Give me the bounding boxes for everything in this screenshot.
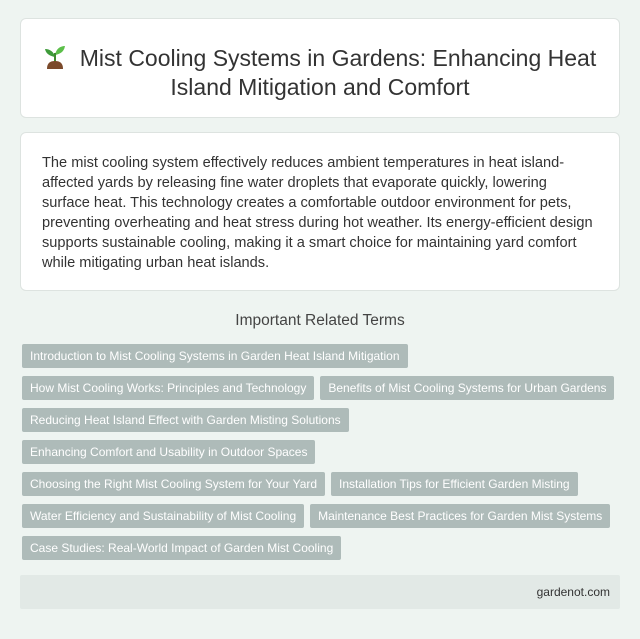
term-tag[interactable]: Case Studies: Real-World Impact of Garden Mist Cooling [22,536,341,560]
footer [20,575,620,609]
seedling-icon [44,43,66,69]
page-title: Mist Cooling Systems in Gardens: Enhancing Heat Island Mitigation and Comfort [79,45,597,100]
footer-site-link[interactable]: gardenot.com [536,585,610,599]
term-tag[interactable]: How Mist Cooling Works: Principles and Technology [22,376,314,400]
term-tag[interactable]: Enhancing Comfort and Usability in Outdoor Spaces [22,440,315,464]
description-text: The mist cooling system effectively reduces ambient temperatures in heat island-affected yards by releasing fine water droplets that evaporate quickly, lowering surface heat. This technology creates a comfortable outdoor environment for pets, preventing overheating and heat stress during hot weather. Its energy-efficient design supports sustainable cooling, making it a smart choice for maintaining yard comfort while mitigating urban heat islands. [42,155,593,271]
term-tag[interactable]: Maintenance Best Practices for Garden Mist Systems [310,504,610,528]
title-wrap [21,43,619,102]
title-card [20,18,620,118]
related-terms-heading: Important Related Terms [235,312,405,329]
term-tag[interactable]: Installation Tips for Efficient Garden Misting [331,472,578,496]
term-tag[interactable]: Choosing the Right Mist Cooling System for Your Yard [22,472,325,496]
term-tag[interactable]: Water Efficiency and Sustainability of Mist Cooling [22,504,304,528]
term-tag[interactable]: Introduction to Mist Cooling Systems in Garden Heat Island Mitigation [22,344,408,368]
term-tag[interactable]: Reducing Heat Island Effect with Garden Misting Solutions [22,408,349,432]
description-card [20,132,620,291]
related-terms-list [22,344,622,568]
term-tag[interactable]: Benefits of Mist Cooling Systems for Urban Gardens [320,376,614,400]
